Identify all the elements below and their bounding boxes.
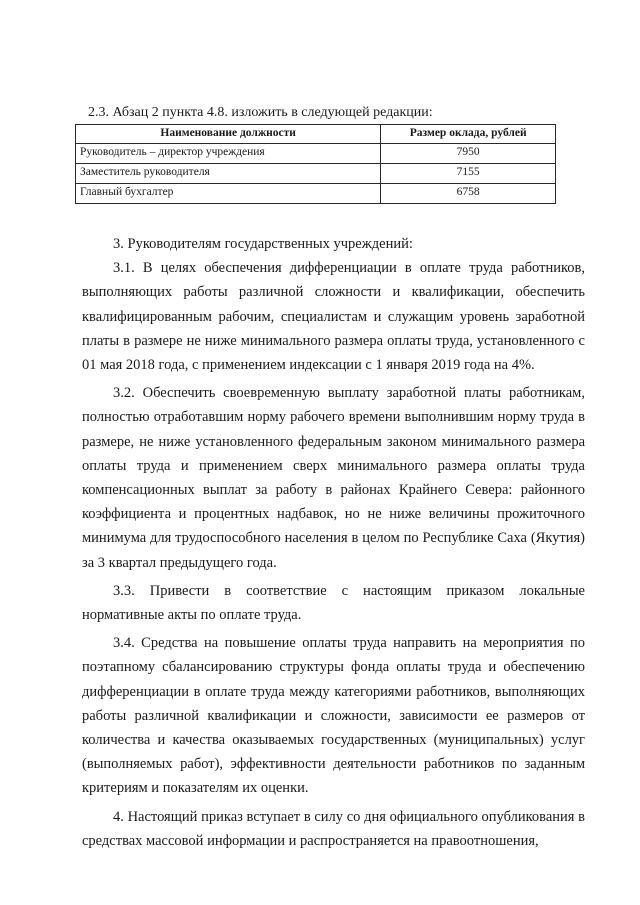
amendment-intro: 2.3. Абзац 2 пункта 4.8. изложить в следующей редакции: (88, 105, 433, 120)
paragraph-3-4: 3.4. Средства на повышение оплаты труда направить на мероприятия по поэтапному сбалансированию структуры фонда оплаты труда и обеспечению дифференциации в оплате труда между категориями работников, выполняющих работы различной квалификации и сложности, зависимости ее размеров от количества и качества оказываемых государственных (муниципальных) услуг (выполняемых работ), эффективности деятельности работников по заданным критериям и показателям их оценки. (82, 635, 585, 797)
paragraph-3-2: 3.2. Обеспечить своевременную выплату заработной платы работникам, полностью отработавшим норму рабочего времени выполнившим норму труда в размере, не ниже установленного федеральным законом минимального размера оплаты труда и применением сверх минимального размера оплаты труда компенсационных выплат за работу в районах Крайнего Севера: районного коэффициента и процентных надбавок, но не ниже величины прожиточного минимума для трудоспособного населения в целом по Республике Саха (Якутия) за 3 квартал предыдущего года. (82, 385, 585, 571)
cell-position: Руководитель – директор учреждения (76, 144, 381, 164)
header-salary: Размер оклада, рублей (381, 125, 556, 144)
table-row (76, 144, 556, 164)
paragraph-4: 4. Настоящий приказ вступает в силу со дня официального опубликования в средствах массовой информации и распространяется на правоотношения, (82, 808, 585, 849)
table-row (76, 164, 556, 184)
body-text (82, 232, 585, 853)
paragraph-3-1: 3.1. В целях обеспечения дифференциации в оплате труда работников, выполняющих работы различной сложности и квалификации, обеспечить квалифицированным рабочим, специалистам и служащим уровень заработной платы в размере не ниже минимального размера оплаты труда, установленного с 01 мая 2018 года, с применением индексации с 1 января 2019 года на 4%. (82, 260, 585, 374)
header-position: Наименование должности (76, 125, 381, 144)
salary-table (75, 124, 556, 204)
cell-salary: 7950 (381, 144, 556, 164)
paragraph-3: 3. Руководителям государственных учреждений: (113, 236, 413, 252)
cell-position: Главный бухгалтер (76, 184, 381, 204)
cell-salary: 7155 (381, 164, 556, 184)
cell-salary: 6758 (381, 184, 556, 204)
cell-position: Заместитель руководителя (76, 164, 381, 184)
table-header-row (76, 125, 556, 144)
table-row (76, 184, 556, 204)
paragraph-3-3: 3.3. Привести в соответствие с настоящим приказом локальные нормативные акты по оплате труда. (82, 582, 585, 624)
